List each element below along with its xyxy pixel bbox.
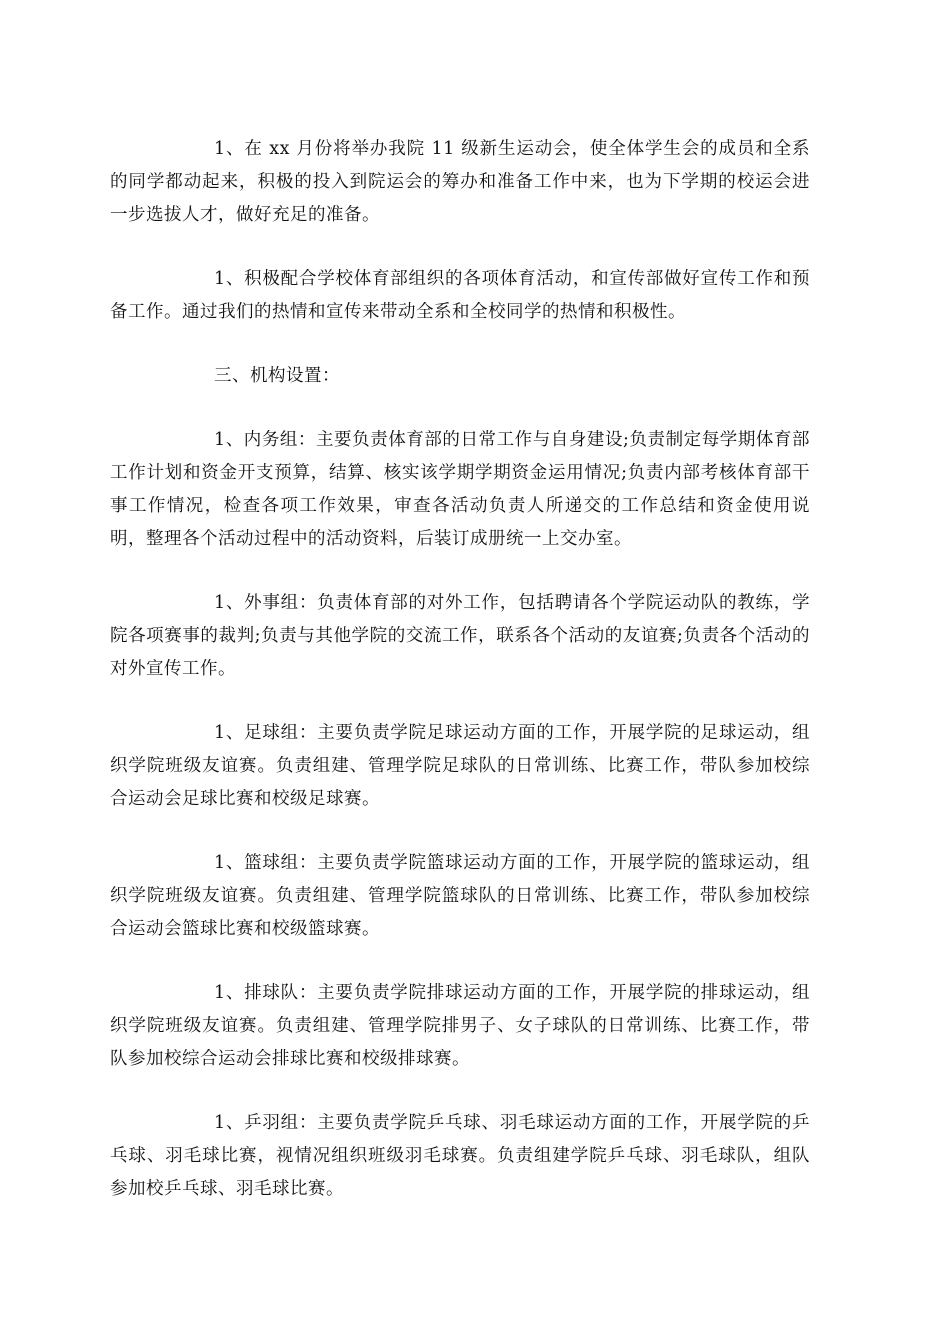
paragraph-sports-meet: 1、在 xx 月份将举办我院 11 级新生运动会，使全体学生会的成员和全系的同学都动起来，积极的投入到院运会的筹办和准备工作中来，也为下学期的校运会进一步选拔人才，做好充足的准备。 [110, 139, 810, 225]
document-body [110, 133, 810, 1237]
paragraph-table-tennis-badminton-group: 1、乒羽组：主要负责学院乒乓球、羽毛球运动方面的工作，开展学院的乒乓球、羽毛球比赛，视情况组织班级羽毛球赛。负责组建学院乒乓球、羽毛球队，组队参加校乒乓球、羽毛球比赛。 [110, 1113, 810, 1199]
paragraph-external-affairs: 1、外事组：负责体育部的对外工作，包括聘请各个学院运动队的教练，学院各项赛事的裁判;负责与其他学院的交流工作，联系各个活动的友谊赛;负责各个活动的对外宣传工作。 [110, 593, 810, 679]
paragraph-volleyball-team: 1、排球队：主要负责学院排球运动方面的工作，开展学院的排球运动，组织学院班级友谊赛。负责组建、管理学院排男子、女子球队的日常训练、比赛工作，带队参加校综合运动会排球比赛和校级排球赛。 [110, 983, 810, 1069]
paragraph-basketball-group: 1、篮球组：主要负责学院篮球运动方面的工作，开展学院的篮球运动，组织学院班级友谊赛。负责组建、管理学院篮球队的日常训练、比赛工作，带队参加校综合运动会篮球比赛和校级篮球赛。 [110, 853, 810, 939]
paragraph-cooperation: 1、积极配合学校体育部组织的各项体育活动，和宣传部做好宣传工作和预备工作。通过我们的热情和宣传来带动全系和全校同学的热情和积极性。 [110, 269, 810, 322]
section-heading-organization: 三、机构设置： [214, 366, 340, 386]
paragraph-football-group: 1、足球组：主要负责学院足球运动方面的工作，开展学院的足球运动，组织学院班级友谊赛。负责组建、管理学院足球队的日常训练、比赛工作，带队参加校综合运动会足球比赛和校级足球赛。 [110, 723, 810, 809]
paragraph-internal-affairs: 1、内务组：主要负责体育部的日常工作与自身建设;负责制定每学期体育部工作计划和资金开支预算，结算、核实该学期学期资金运用情况;负责内部考核体育部干事工作情况，检查各项工作效果，审查各活动负责人所递交的工作总结和资金使用说明，整理各个活动过程中的活动资料，后装订成册统一上交办室。 [110, 430, 810, 549]
